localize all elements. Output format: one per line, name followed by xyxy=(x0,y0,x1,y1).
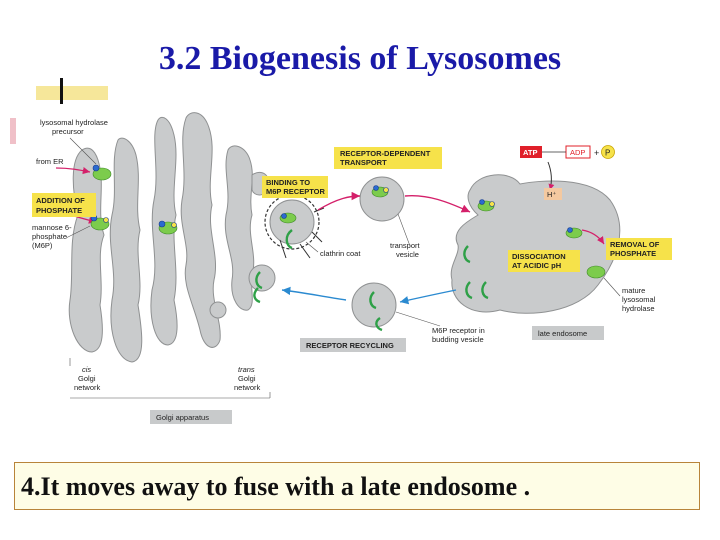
addition-of-phosphate-box xyxy=(32,193,96,217)
fusion-arrow xyxy=(405,196,470,212)
removal-of-phosphate-box xyxy=(606,238,672,260)
dissociation-label-line2: AT ACIDIC pH xyxy=(512,261,562,270)
recycling-label: RECEPTOR RECYCLING xyxy=(306,341,394,350)
from-er-label: from ER xyxy=(36,157,64,166)
binding-to-m6p-box xyxy=(262,176,328,198)
m6p-label-3: (M6P) xyxy=(32,241,53,250)
golgi-apparatus-box xyxy=(150,410,232,424)
binding-label-line1: BINDING TO xyxy=(266,178,311,187)
golgi-cisterna-2 xyxy=(110,138,142,362)
transport-arrow xyxy=(318,196,360,210)
dissociation-label-line1: DISSOCIATION xyxy=(512,252,566,261)
adp-label: ADP xyxy=(570,148,586,157)
mature-hydrolase-label-2: lysosomal xyxy=(622,295,656,304)
mature-hydrolase-label-3: hydrolase xyxy=(622,304,655,313)
transport-vesicle-label-1: transport xyxy=(390,241,420,250)
addition-label-line1: ADDITION OF xyxy=(36,196,85,205)
clathrin-coated-bud xyxy=(265,195,324,258)
removal-label-line1: REMOVAL OF xyxy=(610,240,660,249)
trans-golgi-label-2: Golgi xyxy=(238,374,256,383)
recycling-arrow-left xyxy=(282,290,346,300)
golgi-apparatus-label: Golgi apparatus xyxy=(156,413,209,422)
transport-label-line1: RECEPTOR-DEPENDENT xyxy=(340,149,431,158)
late-endosome xyxy=(451,175,620,313)
trans-golgi-label-1: trans xyxy=(238,365,255,374)
recycling-arrow-right xyxy=(400,290,456,302)
caption-text: 4.It moves away to fuse with a late endosome . xyxy=(21,472,531,501)
transport-label-line2: TRANSPORT xyxy=(340,158,387,167)
cis-golgi-label-1: cis xyxy=(82,365,92,374)
receptor-recycling-box xyxy=(300,338,406,352)
m6p-label-1: mannose 6- xyxy=(32,223,72,232)
plus-label: + xyxy=(594,148,600,158)
transport-vesicle-label-2: vesicle xyxy=(396,250,419,259)
m6p-label-2: phosphate xyxy=(32,232,68,241)
dissociation-box xyxy=(508,250,580,272)
clathrin-coat-label: clathrin coat xyxy=(320,249,361,258)
mature-hydrolase-label-1: mature xyxy=(622,286,646,295)
trans-golgi-label-3: network xyxy=(234,383,261,392)
transport-vesicle xyxy=(360,177,404,221)
budding-vesicle-label-1: M6P receptor in xyxy=(432,326,485,335)
golgi-cisterna-5 xyxy=(225,146,253,310)
golgi-vesicle-2 xyxy=(210,302,226,318)
cis-golgi-label-2: Golgi xyxy=(78,374,96,383)
late-endosome-label: late endosome xyxy=(538,329,588,338)
removal-label-line2: PHOSPHATE xyxy=(610,249,657,258)
slide-title: 3.2 Biogenesis of Lysosomes xyxy=(158,40,562,77)
recycling-vesicle xyxy=(352,283,396,327)
binding-label-line2: M6P RECEPTOR xyxy=(266,187,325,196)
p-label: P xyxy=(605,148,611,158)
golgi-apparatus xyxy=(69,113,269,362)
h-plus-label: H⁺ xyxy=(547,190,557,199)
budding-vesicle-label-2: budding vesicle xyxy=(432,335,484,344)
hydrolase-precursor-label-2: precursor xyxy=(52,127,84,136)
late-endosome-box xyxy=(532,326,604,340)
caption-box xyxy=(14,462,700,510)
cis-golgi-label-3: network xyxy=(74,383,101,392)
hydrolase-precursor-label-1: lysosomal hydrolase xyxy=(40,118,108,127)
receptor-dependent-transport-box xyxy=(334,147,442,169)
addition-label-line2: PHOSPHATE xyxy=(36,206,83,215)
atp-label: ATP xyxy=(523,148,538,157)
hydrolase xyxy=(587,266,605,278)
